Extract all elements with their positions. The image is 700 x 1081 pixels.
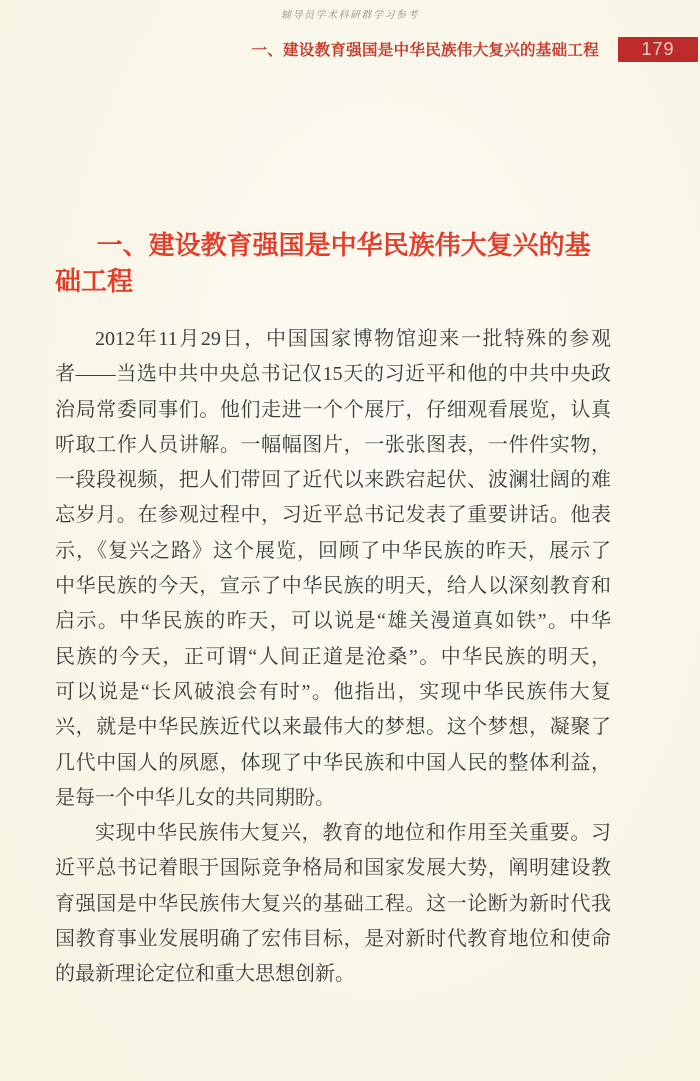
text-line: 育强国是中华民族伟大复兴的基础工程。这一论断为新时代我	[55, 892, 611, 915]
text-line: 启示。中华民族的昨天，可以说是“雄关漫道真如铁”。中华	[55, 610, 611, 633]
text-line: 础工程	[55, 266, 134, 296]
running-header	[0, 36, 700, 62]
text-line: 治局常委同事们。他们走进一个个展厅，仔细观看展览，认真	[55, 398, 611, 421]
text-line: 兴，就是中华民族近代以来最伟大的梦想。这个梦想，凝聚了	[55, 716, 611, 739]
text-line: 的最新理论定位和重大思想创新。	[55, 963, 355, 986]
text-line: 示，《复兴之路》这个展览，回顾了中华民族的昨天，展示了	[55, 539, 611, 562]
running-header-title: 一、建设教育强国是中华民族伟大复兴的基础工程	[251, 42, 599, 59]
watermark-text: 辅导员学术科研群学习参考	[281, 10, 419, 21]
text-line: 一、建设教育强国是中华民族伟大复兴的基	[96, 230, 591, 260]
text-line: 是每一个中华儿女的共同期盼。	[55, 786, 335, 809]
chapter-title	[55, 227, 611, 299]
text-line: 可以说是“长风破浪会有时”。他指出，实现中华民族伟大复	[55, 680, 611, 703]
paragraph-2	[55, 816, 611, 992]
text-line: 者——当选中共中央总书记仅15天的习近平和他的中共中央政	[55, 363, 611, 386]
text-line: 忘岁月。在参观过程中，习近平总书记发表了重要讲话。他表	[55, 504, 611, 527]
body-text	[55, 322, 611, 993]
text-line: 听取工作人员讲解。一幅幅图片，一张张图表，一件件实物，	[55, 433, 611, 456]
page-number-badge: 179	[618, 37, 698, 62]
text-line: 2012年11月29日，中国国家博物馆迎来一批特殊的参观	[95, 328, 611, 350]
text-line: 几代中国人的夙愿，体现了中华民族和中国人民的整体利益，	[55, 751, 611, 774]
paragraph-1	[55, 322, 611, 816]
text-line: 一段段视频，把人们带回了近代以来跌宕起伏、波澜壮阔的难	[55, 469, 611, 492]
text-line: 民族的今天，正可谓“人间正道是沧桑”。中华民族的明天，	[55, 645, 611, 668]
text-line: 近平总书记着眼于国际竞争格局和国家发展大势，阐明建设教	[55, 857, 611, 880]
text-line: 中华民族的今天，宣示了中华民族的明天，给人以深刻教育和	[55, 575, 611, 598]
text-line: 国教育事业发展明确了宏伟目标，是对新时代教育地位和使命	[55, 928, 611, 951]
text-line: 实现中华民族伟大复兴，教育的地位和作用至关重要。习	[95, 822, 611, 845]
